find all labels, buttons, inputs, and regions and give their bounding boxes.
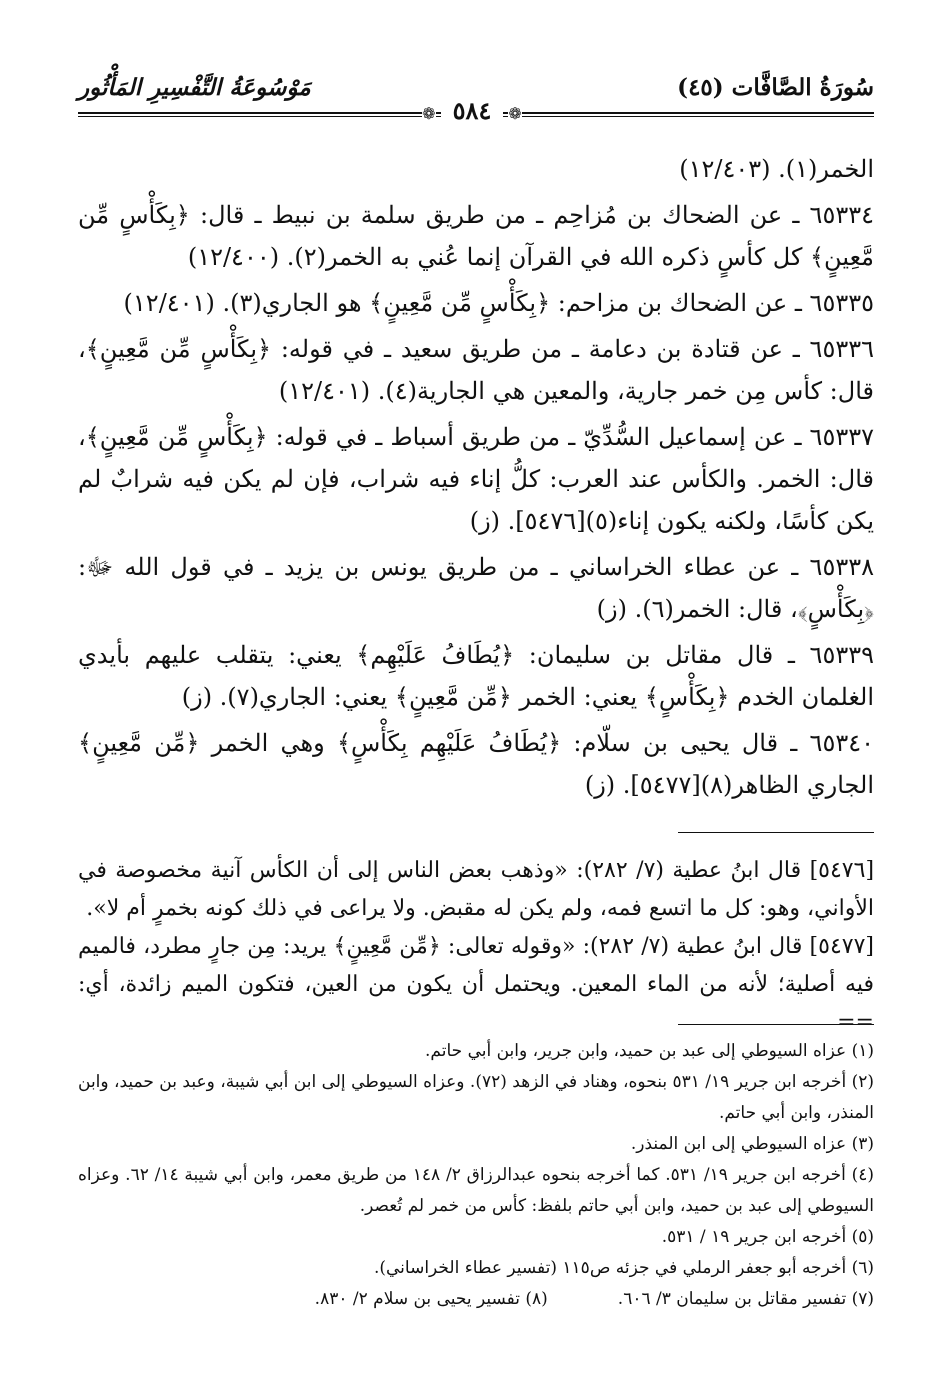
footnote: (٨) تفسير يحيى بن سلام ٢/ ٨٣٠. (314, 1289, 548, 1309)
paragraph: ٦٥٣٣٩ ـ قال مقاتل بن سليمان: ﴿يُطَافُ عَلَيْهِم﴾ يعني: يتقلب عليهم بأيدي الغلمان الخدم ﴿بِكَأْسٍ﴾ يعني: الخمر ﴿مِّن مَّعِينٍ﴾ يعني: الجاري(٧). (ز) (78, 641, 874, 711)
paragraph: ٦٥٣٣٧ ـ عن إسماعيل السُّدِّيّ ـ من طريق أسباط ـ في قوله: ﴿بِكَأْسٍ مِّن مَّعِينٍ﴾، قال: الخمر. والكأس عند العرب: كلُّ إناء فيه شراب، فإن لم يكن فيه شرابٌ لم يكن كأسًا، ولكنه يكون إناء(٥)[٥٤٧٦]. (ز) (78, 423, 874, 535)
footnote: (٤) أخرجه ابن جرير ١٩/ ٥٣١. كما أخرجه بنحوه عبدالرزاق ٢/ ١٤٨ من طريق معمر، وابن أبي شيبة ١٤/ ٦٢. وعزاه السيوطي إلى عبد بن حميد، وابن أبي حاتم بلفظ: كأس من خمر لم تُعصر. (78, 1165, 874, 1216)
footnotes (78, 1036, 874, 1315)
page-number: ٥٨٤ (441, 96, 504, 125)
paragraph: ٦٥٣٤٠ ـ قال يحيى بن سلّام: ﴿يُطَافُ عَلَيْهِم بِكَأْسٍ﴾ وهي الخمر ﴿مِّن مَّعِينٍ﴾ الجاري الظاهر(٨)[٥٤٧٧]. (ز) (78, 729, 874, 799)
ornament-icon: ❁ (508, 104, 522, 123)
page-number-block (0, 96, 944, 125)
footnotes-separator (678, 1024, 874, 1025)
ornament-icon: ❁ (422, 104, 436, 123)
editor-notes (78, 852, 874, 1042)
paragraph: ٦٥٣٣٨ ـ عن عطاء الخراساني ـ من طريق يونس بن يزيد ـ في قول الله ﷻ: ﴿بِكَأْسٍ﴾، قال: الخمر(٦). (ز) (78, 553, 874, 623)
footnote: (٢) أخرجه ابن جرير ١٩/ ٥٣١ بنحوه، وهناد في الزهد (٧٢). وعزاه السيوطي إلى ابن أبي شيبة، وعبد بن حميد، وابن المنذر، وابن أبي حاتم. (78, 1072, 874, 1123)
paragraph: ٦٥٣٣٤ ـ عن الضحاك بن مُزاحِم ـ من طريق سلمة بن نبيط ـ قال: ﴿بِكَأْسٍ مِّن مَّعِينٍ﴾ كل كأسٍ ذكره الله في القرآن إنما عُني به الخمر(٢). (١٢/٤٠٠) (78, 201, 874, 271)
notes-separator (678, 832, 874, 833)
footnote: (٥) أخرجه ابن جرير ١٩ / ٥٣١. (661, 1227, 874, 1247)
surah-title: سُورَةُ الصَّافَّات (٤٥) (677, 74, 874, 101)
paragraph: ٦٥٣٣٦ ـ عن قتادة بن دعامة ـ من طريق سعيد ـ في قوله: ﴿بِكَأْسٍ مِّن مَّعِينٍ﴾، قال: كأس مِن خمر جارية، والمعين هي الجارية(٤). (١٢/٤٠١) (78, 335, 874, 405)
book-title: مَوْسُوعَةُ التَّفْسِيرِ المَأْثُور (78, 74, 311, 101)
editor-note: [٥٤٧٦] قال ابنُ عطية (٧/ ٢٨٢): «وذهب بعض الناس إلى أن الكأس آنية مخصوصة في الأواني، وهو: كل ما اتسع فمه، ولم يكن له مقبض. ولا يراعى في ذلك كونه بخمرٍ أم لا». (78, 858, 875, 921)
footnote-row (78, 1284, 874, 1315)
footnote: (٦) أخرجه أبو جعفر الرملي في جزئه ص١١٥ (تفسير عطاء الخراساني). (373, 1258, 874, 1278)
footnote: (١) عزاه السيوطي إلى عبد بن حميد، وابن جرير، وابن أبي حاتم. (425, 1041, 874, 1061)
footnote: (٧) تفسير مقاتل بن سليمان ٣/ ٦٠٦. (617, 1289, 874, 1309)
editor-note: [٥٤٧٧] قال ابنُ عطية (٧/ ٢٨٢): «وقوله تعالى: ﴿مِّن مَّعِينٍ﴾ يريد: مِن جارٍ مطرد، فالميم فيه أصلية؛ لأنه من الماء المعين. ويحتمل أن يكون من العين، فتكون الميم زائدة، أي: == (78, 934, 874, 1035)
main-text (78, 148, 874, 810)
paragraph: الخمر(١). (١٢/٤٠٣) (679, 155, 874, 183)
paragraph: ٦٥٣٣٥ ـ عن الضحاك بن مزاحم: ﴿بِكَأْسٍ مِّن مَّعِينٍ﴾ هو الجاري(٣). (١٢/٤٠١) (123, 289, 874, 317)
footnote: (٣) عزاه السيوطي إلى ابن المنذر. (630, 1134, 874, 1154)
